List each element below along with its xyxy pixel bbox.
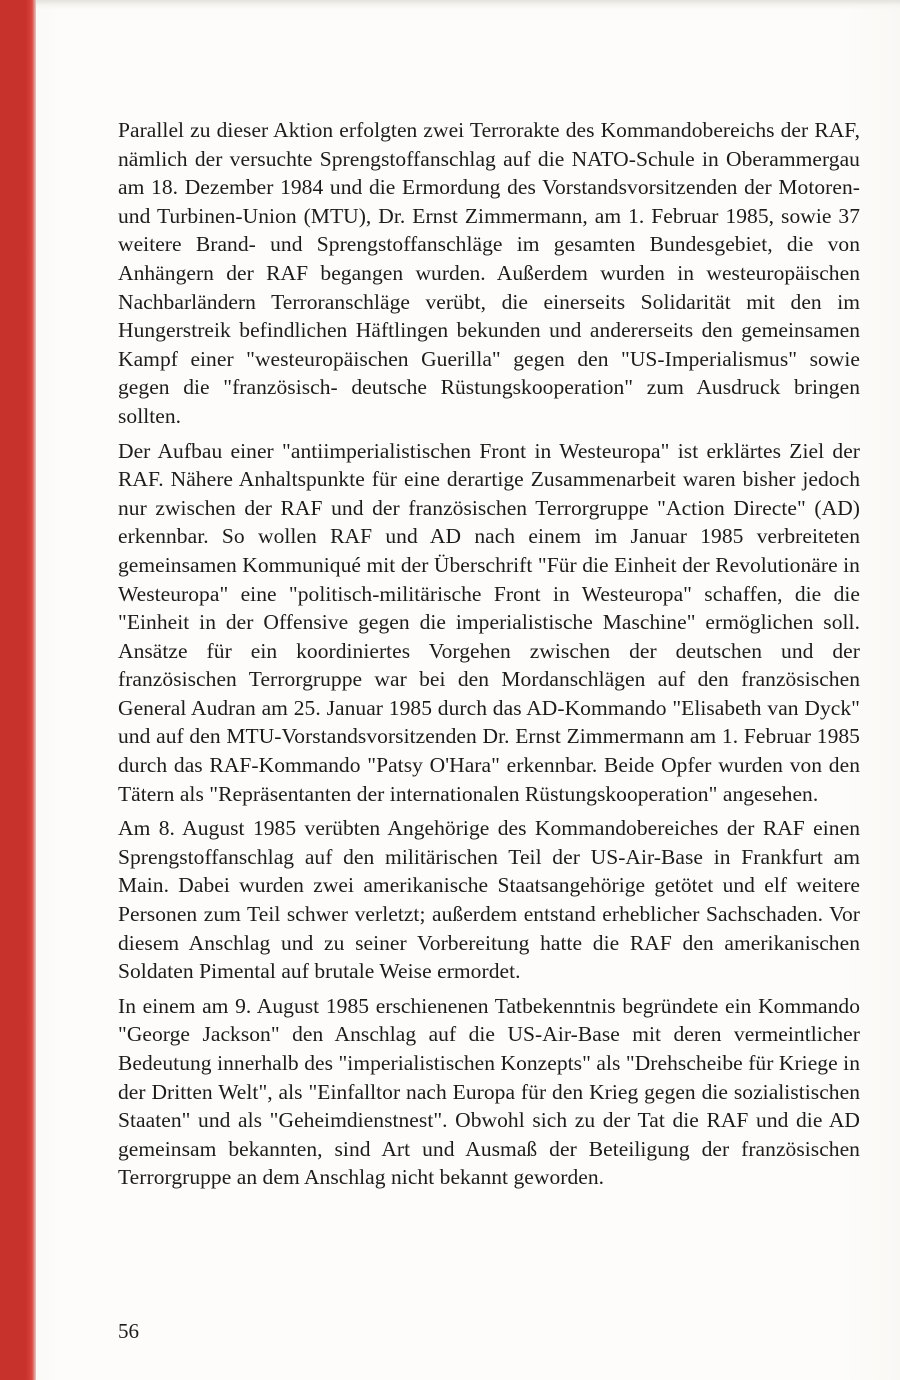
paragraph-air-base-attack: Am 8. August 1985 verübten Angehörige des Kommandobereiches der RAF einen Sprengstoffanschlag auf den militärischen Teil der US-Air-Base in Frankfurt am Main. Dabei wurden zwei amerikanische Staatsangehörige getötet und elf weitere Personen zum Teil schwer verletzt; außerdem entstand erheblicher Sachschaden. Vor diesem Anschlag und zu seiner Vorbereitung hatte die RAF den amerikanischen Soldaten Pimental auf brutale Weise ermordet.	[118, 816, 860, 984]
red-spine-bar	[0, 0, 36, 1380]
body-text	[118, 116, 860, 1198]
paragraph-antiimperialist-front: Der Aufbau einer "antiimperialistischen Front in Westeuropa" ist erklärtes Ziel der RAF. Nähere Anhaltspunkte für eine derartige Zusammenarbeit waren bisher jedoch nur zwischen der RAF und der französischen Terrorgruppe "Action Directe" (AD) erkennbar. So wollen RAF und AD nach einem im Januar 1985 verbreiteten gemeinsamen Kommuniqué mit der Überschrift "Für die Einheit der Revolutionäre in Westeuropa" eine "politisch-militärische Front in Westeuropa" schaffen, die die "Einheit in der Offensive gegen die imperialistische Maschine" ermöglichen soll. Ansätze für ein koordiniertes Vorgehen zwischen der deutschen und der französischen Terrorgruppe war bei den Mordanschlägen auf den französischen General Audran am 25. Januar 1985 durch das AD-Kommando "Elisabeth van Dyck" und auf den MTU-Vorstandsvorsitzenden Dr. Ernst Zimmermann am 1. Februar 1985 durch das RAF-Kommando "Patsy O'Hara" erkennbar. Beide Opfer wurden von den Tätern als "Repräsentanten der internationalen Rüstungskooperation" angesehen.	[118, 438, 860, 806]
paragraph-raf-attacks: Parallel zu dieser Aktion erfolgten zwei Terrorakte des Kommandobereichs der RAF, nämlich der versuchte Sprengstoffanschlag auf die NATO-Schule in Oberammergau am 18. Dezember 1984 und die Ermordung des Vorstandsvorsitzenden der Motoren- und Turbinen-Union (MTU), Dr. Ernst Zimmermann, am 1. Februar 1985, sowie 37 weitere Brand- und Sprengstoffanschläge im gesamten Bundesgebiet, die von Anhängern der RAF begangen wurden. Außerdem wurden in westeuropäischen Nachbarländern Terroranschläge verübt, die einerseits Solidarität mit den im Hungerstreik befindlichen Häftlingen bekunden und andererseits den gemeinsamen Kampf einer "westeuropäischen Guerilla" gegen den "US-Imperialismus" sowie gegen die "französisch- deutsche Rüstungskooperation" zum Ausdruck bringen sollten.	[118, 118, 860, 428]
paragraph-claim-of-responsibility: In einem am 9. August 1985 erschienenen Tatbekenntnis begründete ein Kommando "George Jackson" den Anschlag auf die US-Air-Base mit deren vermeintlicher Bedeutung innerhalb des "imperialistischen Konzepts" als "Drehscheibe für Kriege in der Dritten Welt", als "Einfalltor nach Europa für den Krieg gegen die sozialistischen Staaten" und als "Geheimdienstnest". Obwohl sich zu der Tat die RAF und die AD gemeinsam bekannten, sind Art und Ausmaß der Beteiligung der französischen Terrorgruppe an dem Anschlag nicht bekannt geworden.	[118, 993, 860, 1190]
page-number: 56	[118, 1319, 139, 1343]
page-top-edge	[36, 0, 900, 10]
